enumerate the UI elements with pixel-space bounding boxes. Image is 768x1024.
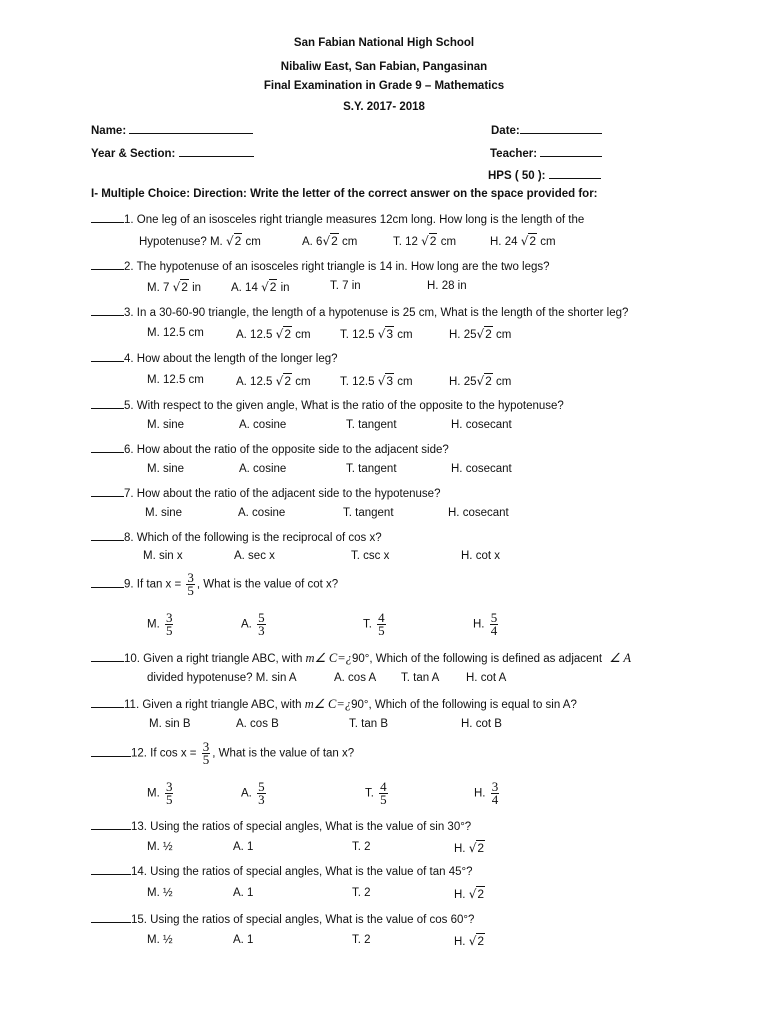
date-field bbox=[491, 123, 602, 137]
q2-option-a: A. 14 √2 in bbox=[231, 280, 290, 294]
q3-option-m: M. 12.5 cm bbox=[147, 327, 204, 339]
q13-option-a: A. 1 bbox=[233, 841, 254, 853]
question-7 bbox=[91, 485, 440, 500]
q4-option-t: T. 12.5 √3 cm bbox=[340, 374, 413, 388]
question-5 bbox=[91, 397, 564, 412]
hps-label: HPS ( 50 ): bbox=[488, 170, 546, 182]
q6-option-a: A. cosine bbox=[239, 463, 287, 475]
q9-option-h: H. $\frac{5}{4}$ bbox=[473, 610, 498, 638]
q1-option-m: Hypotenuse? M. √2 cm bbox=[139, 234, 261, 248]
q7-option-h: H. cosecant bbox=[448, 507, 509, 519]
q4-option-m: M. 12.5 cm bbox=[147, 374, 204, 386]
teacher-label: Teacher: bbox=[490, 148, 538, 160]
q2-option-m: M. 7 √2 in bbox=[147, 280, 202, 294]
q9-option-a: A. $\frac{5}{3}$ bbox=[241, 610, 265, 638]
date-blank[interactable] bbox=[520, 123, 602, 134]
answer-blank-15[interactable] bbox=[91, 911, 131, 923]
q7-option-a: A. cosine bbox=[238, 507, 286, 519]
question-3-text: 3. In a 30-60-90 triangle, the length of a hypotenuse is 25 cm, What is the length of the shorter leg? bbox=[124, 307, 629, 319]
q13-option-h: H. √2 bbox=[454, 841, 485, 855]
answer-blank-11[interactable] bbox=[91, 696, 124, 708]
hps-blank[interactable] bbox=[549, 168, 601, 179]
question-15 bbox=[91, 911, 474, 926]
q10-angle: ∠ A bbox=[609, 651, 631, 665]
q11-option-t: T. tan B bbox=[349, 718, 388, 730]
q9-fraction: $\frac{3}{5}$ bbox=[187, 570, 194, 598]
question-10-text: 10. Given a right triangle ABC, with bbox=[124, 653, 303, 665]
answer-blank-7[interactable] bbox=[91, 485, 124, 497]
question-13 bbox=[91, 818, 471, 833]
q13-option-t: T. 2 bbox=[352, 841, 371, 853]
q10-option-a: A. cos A bbox=[334, 672, 377, 684]
question-9: 9. If tan x = $\frac{3}{5}$ , What is the value of cot x? bbox=[91, 572, 338, 597]
question-6 bbox=[91, 441, 449, 456]
q6-option-m: M. sine bbox=[147, 463, 185, 475]
q8-option-h: H. cot x bbox=[461, 550, 500, 562]
q9-option-t: T. $\frac{4}{5}$ bbox=[363, 610, 385, 638]
q4-option-h: H. 25√2 cm bbox=[449, 374, 512, 388]
answer-blank-12[interactable] bbox=[91, 745, 131, 757]
q3-option-t: T. 12.5 √3 cm bbox=[340, 327, 413, 341]
q10-math: m∠ C=¿ bbox=[305, 651, 352, 665]
school-address: Nibaliw East, San Fabian, Pangasinan bbox=[280, 61, 488, 73]
q7-option-t: T. tangent bbox=[343, 507, 394, 519]
answer-blank-9[interactable] bbox=[91, 576, 124, 588]
question-14 bbox=[91, 863, 473, 878]
question-5-text: 5. With respect to the given angle, What is the ratio of the opposite to the hypotenuse? bbox=[124, 400, 564, 412]
q12-fraction: $\frac{3}{5}$ bbox=[202, 739, 210, 767]
q10-option-t: T. tan A bbox=[401, 672, 440, 684]
name-blank[interactable] bbox=[129, 123, 253, 134]
q1-option-a: A. 6√2 cm bbox=[302, 234, 358, 248]
q14-option-a: A. 1 bbox=[233, 887, 254, 899]
q10-option-h: H. cot A bbox=[466, 672, 507, 684]
question-2 bbox=[91, 258, 550, 273]
q2-option-t: T. 7 in bbox=[330, 280, 361, 292]
q12-option-t: T. $\frac{4}{5}$ bbox=[365, 779, 387, 807]
answer-blank-2[interactable] bbox=[91, 258, 124, 270]
question-14-text: 14. Using the ratios of special angles, What is the value of tan 45°? bbox=[131, 866, 473, 878]
question-8-text: 8. Which of the following is the reciprocal of cos x? bbox=[124, 532, 382, 544]
question-11-text: 11. Given a right triangle ABC, with bbox=[124, 699, 302, 711]
answer-blank-10[interactable] bbox=[91, 650, 124, 662]
answer-blank-5[interactable] bbox=[91, 397, 124, 409]
q9-option-m: M. $\frac{3}{5}$ bbox=[147, 610, 173, 638]
year-section-field bbox=[91, 146, 254, 160]
answer-blank-8[interactable] bbox=[91, 529, 124, 541]
q5-option-t: T. tangent bbox=[346, 419, 397, 431]
question-8 bbox=[91, 529, 382, 544]
q4-option-a: A. 12.5 √2 cm bbox=[236, 374, 311, 388]
q8-option-t: T. csc x bbox=[351, 550, 390, 562]
q12-option-m: M. $\frac{3}{5}$ bbox=[147, 779, 173, 807]
question-4-text: 4. How about the length of the longer leg? bbox=[124, 353, 338, 365]
q15-option-h: H. √2 bbox=[454, 934, 485, 948]
q7-option-m: M. sine bbox=[145, 507, 183, 519]
section-title: I- Multiple Choice: Direction: Write the letter of the correct answer on the space provided for: bbox=[91, 188, 598, 200]
q11-option-a: A. cos B bbox=[236, 718, 279, 730]
school-name: San Fabian National High School bbox=[293, 37, 475, 49]
question-1-text: 1. One leg of an isosceles right triangle measures 12cm long. How long is the length of the bbox=[124, 214, 585, 226]
q15-option-a: A. 1 bbox=[233, 934, 254, 946]
q5-option-a: A. cosine bbox=[239, 419, 287, 431]
exam-title: Final Examination in Grade 9 – Mathematics bbox=[263, 80, 505, 92]
answer-blank-4[interactable] bbox=[91, 350, 124, 362]
q11-option-m: M. sin B bbox=[149, 718, 191, 730]
question-3 bbox=[91, 304, 628, 319]
question-9-text: 9. If tan x = bbox=[124, 578, 182, 591]
q12-option-h: H. $\frac{3}{4}$ bbox=[474, 779, 499, 807]
q14-option-h: H. √2 bbox=[454, 887, 485, 901]
hps-field bbox=[488, 168, 601, 182]
school-year: S.Y. 2017- 2018 bbox=[343, 101, 425, 113]
q6-option-t: T. tangent bbox=[346, 463, 397, 475]
answer-blank-6[interactable] bbox=[91, 441, 124, 453]
q13-option-m: M. ½ bbox=[147, 841, 173, 853]
question-13-text: 13. Using the ratios of special angles, What is the value of sin 30°? bbox=[131, 821, 472, 833]
q5-option-h: H. cosecant bbox=[451, 419, 512, 431]
name-label: Name: bbox=[91, 125, 127, 137]
q8-option-m: M. sin x bbox=[143, 550, 183, 562]
question-12: 12. If cos x = $\frac{3}{5}$ , What is the value of tan x? bbox=[91, 741, 354, 766]
q1-option-t: T. 12 √2 cm bbox=[393, 234, 457, 248]
question-7-text: 7. How about the ratio of the adjacent side to the hypotenuse? bbox=[124, 488, 441, 500]
q15-option-t: T. 2 bbox=[352, 934, 371, 946]
answer-blank-1[interactable] bbox=[91, 211, 124, 223]
question-12-text: 12. If cos x = bbox=[131, 747, 197, 760]
question-4 bbox=[91, 350, 338, 365]
q11-math: m∠ C=¿ bbox=[304, 697, 352, 711]
q8-option-a: A. sec x bbox=[234, 550, 275, 562]
q6-option-h: H. cosecant bbox=[451, 463, 512, 475]
teacher-field bbox=[490, 146, 602, 160]
q2-option-h: H. 28 in bbox=[427, 280, 467, 292]
answer-blank-14[interactable] bbox=[91, 863, 131, 875]
answer-blank-3[interactable] bbox=[91, 304, 124, 316]
q1-option-h: H. 24 √2 cm bbox=[490, 234, 556, 248]
teacher-blank[interactable] bbox=[540, 146, 602, 157]
question-1 bbox=[91, 211, 584, 226]
question-11: 11. Given a right triangle ABC, with m∠ C=¿90°, Which of the following is equal to sin A? bbox=[91, 696, 577, 712]
q14-option-m: M. ½ bbox=[147, 887, 173, 899]
year-section-blank[interactable] bbox=[179, 146, 254, 157]
answer-blank-13[interactable] bbox=[91, 818, 131, 830]
date-label: Date: bbox=[491, 125, 520, 137]
q12-option-a: A. $\frac{5}{3}$ bbox=[241, 779, 265, 807]
q3-option-a: A. 12.5 √2 cm bbox=[236, 327, 311, 341]
question-10: 10. Given a right triangle ABC, with m∠ C=¿90°, Which of the following is defined as adjacent ∠ A bbox=[91, 650, 631, 666]
year-section-label: Year & Section: bbox=[91, 148, 176, 160]
q3-option-h: H. 25√2 cm bbox=[449, 327, 512, 341]
q11-option-h: H. cot B bbox=[461, 718, 502, 730]
question-6-text: 6. How about the ratio of the opposite side to the adjacent side? bbox=[124, 444, 449, 456]
q5-option-m: M. sine bbox=[147, 419, 185, 431]
q10-option-m: divided hypotenuse? M. sin A bbox=[147, 672, 297, 684]
question-15-text: 15. Using the ratios of special angles, What is the value of cos 60°? bbox=[131, 914, 475, 926]
q14-option-t: T. 2 bbox=[352, 887, 371, 899]
q15-option-m: M. ½ bbox=[147, 934, 173, 946]
question-2-text: 2. The hypotenuse of an isosceles right triangle is 14 in. How long are the two legs? bbox=[124, 261, 550, 273]
name-field bbox=[91, 123, 253, 137]
